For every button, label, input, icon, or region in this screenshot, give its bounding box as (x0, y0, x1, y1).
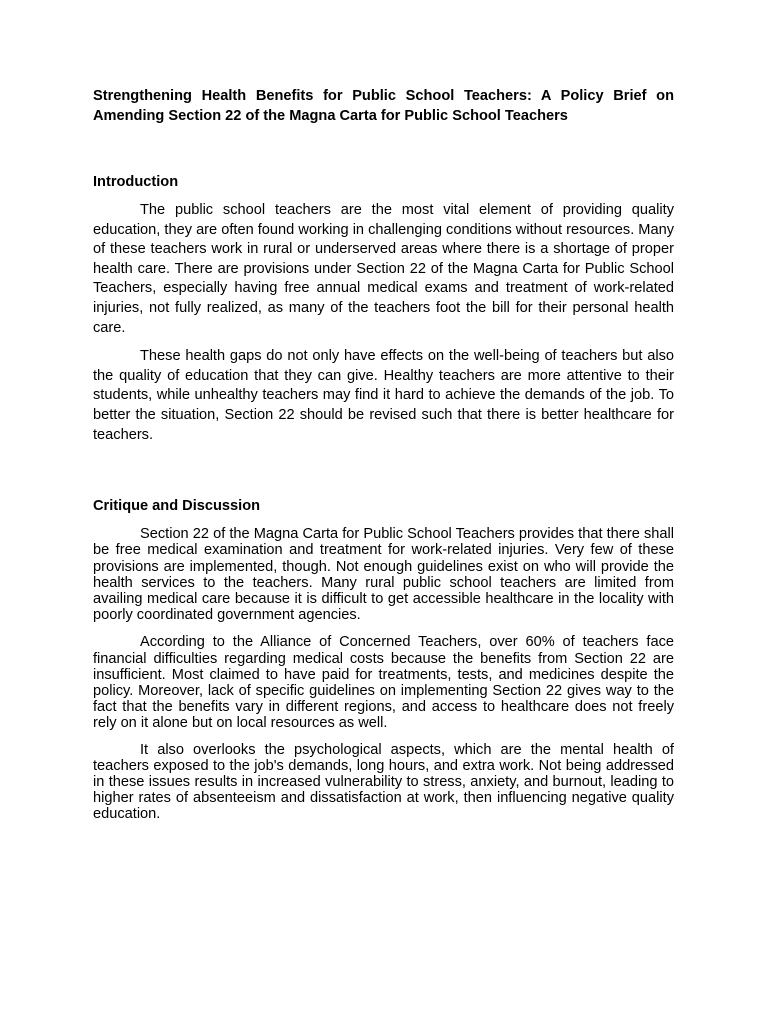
paragraph: It also overlooks the psychological aspects, which are the mental health of teachers exposed to the job's demands, long hours, and extra work. Not being addressed in these issues results in increased vulnerability to stress, anxiety, and burnout, leading to higher rates of absenteeism and dissatisfaction at work, then influencing negative quality education. (93, 741, 674, 823)
paragraph: These health gaps do not only have effects on the well-being of teachers but also the quality of education that they can give. Healthy teachers are more attentive to their students, while unhealthy teachers may find it hard to achieve the demands of the job. To better the situation, Section 22 should be revised such that there is better healthcare for teachers. (93, 348, 674, 443)
section-heading-introduction: Introduction (93, 174, 179, 190)
document-page (93, 86, 674, 823)
document-title: Strengthening Health Benefits for Public School Teachers: A Policy Brief on Amending Section 22 of the Magna Carta for Public School Teachers (93, 88, 674, 124)
paragraph: The public school teachers are the most vital element of providing quality education, they are often found working in challenging conditions without resources. Many of these teachers work in rural or underserved areas where there is a shortage of proper health care. There are provisions under Section 22 of the Magna Carta for Public School Teachers, especially having free annual medical exams and treatment of work-related injuries, not fully realized, as many of the teachers foot the bill for their personal health care. (93, 202, 674, 336)
paragraph: According to the Alliance of Concerned Teachers, over 60% of teachers face financial difficulties regarding medical costs because the benefits from Section 22 are insufficient. Most claimed to have paid for treatments, tests, and medicines despite the policy. Moreover, lack of specific guidelines on implementing Section 22 gives way to the fact that the benefits vary in different regions, and access to healthcare does not freely rely on it alone but on local resources as well. (93, 634, 674, 732)
section-heading-critique: Critique and Discussion (93, 498, 261, 515)
paragraph: Section 22 of the Magna Carta for Public School Teachers provides that there shall be free medical examination and treatment for work-related injuries. Very few of these provisions are implemented, though. Not enough guidelines exist on who will provide the health services to the teachers. Many rural public school teachers are limited from availing medical care because it is difficult to get accessible healthcare in the locality with poorly coordinated government agencies. (93, 526, 674, 624)
